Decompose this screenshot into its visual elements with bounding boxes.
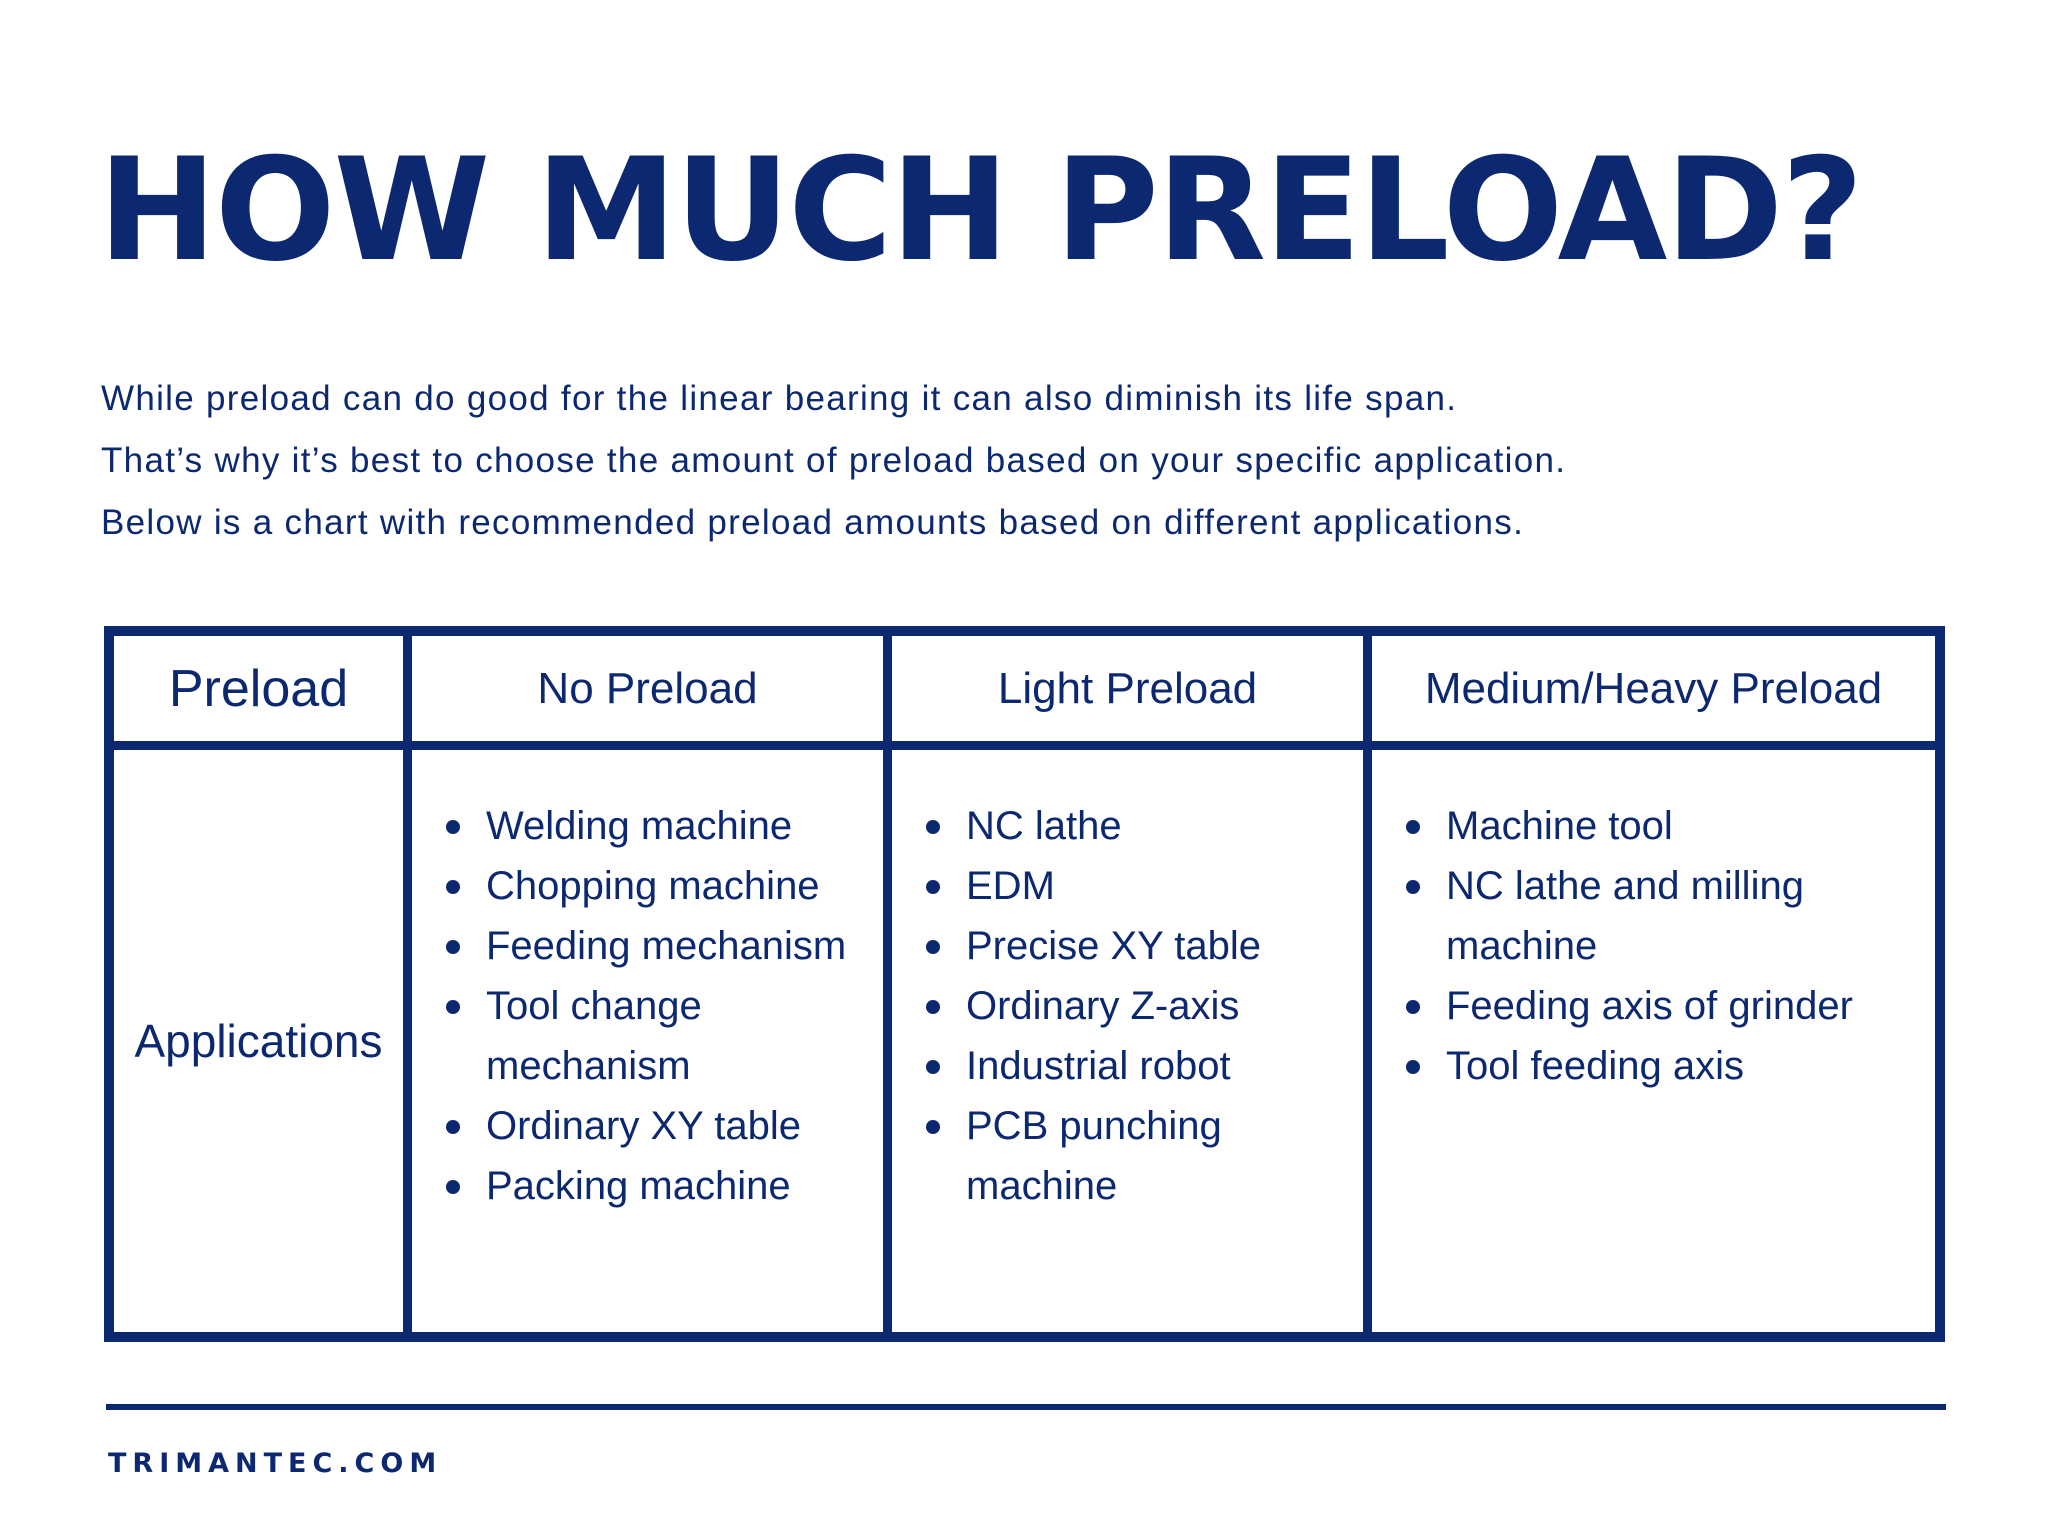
list-item [486,856,883,916]
applications-row-header: Applications [114,750,412,1332]
list-item [966,916,1363,976]
list-item-label: Chopping machine [486,864,820,908]
column-header-medium-heavy-preload: Medium/Heavy Preload [1372,636,1935,750]
no-preload-applications-cell [412,750,892,1332]
preload-table [104,626,1945,1342]
intro-line: That’s why it’s best to choose the amount of preload based on your specific application. [101,441,1567,480]
list-item [486,1156,883,1216]
list-item-label: Industrial robot [966,1044,1231,1088]
bullet-icon [926,1060,940,1074]
intro-line: Below is a chart with recommended preload amounts based on different applications. [101,503,1525,542]
list-item [966,796,1363,856]
bullet-icon [446,1180,460,1194]
bullet-icon [446,1120,460,1134]
list-item [966,856,1363,916]
bullet-icon [1406,820,1420,834]
medium-heavy-preload-application-list [1372,750,1935,1096]
light-preload-application-list [892,750,1363,1216]
list-item [1446,1036,1935,1096]
bullet-icon [446,820,460,834]
column-header-light-preload: Light Preload [892,636,1372,750]
bullet-icon [926,880,940,894]
bullet-icon [926,940,940,954]
bullet-icon [1406,1000,1420,1014]
list-item [966,1096,1286,1216]
list-item [486,1096,883,1156]
list-item [966,1036,1363,1096]
list-item-label: Tool change mechanism [486,984,702,1088]
footer-brand: TRIMANTEC.COM [108,1448,443,1479]
medium-heavy-preload-applications-cell [1372,750,1935,1332]
list-item-label: Welding machine [486,804,793,848]
intro-line: While preload can do good for the linear bearing it can also diminish its life span. [101,379,1458,418]
list-item-label: Machine tool [1446,804,1673,848]
list-item [966,976,1363,1036]
list-item-label: PCB punching machine [966,1104,1222,1208]
bullet-icon [446,940,460,954]
list-item-label: Precise XY table [966,924,1261,968]
list-item [486,796,883,856]
list-item-label: Tool feeding axis [1446,1044,1744,1088]
intro-text [101,368,1901,554]
list-item-label: Packing machine [486,1164,791,1208]
list-item-label: Feeding mechanism [486,924,847,968]
no-preload-application-list [412,750,883,1216]
list-item [486,916,883,976]
bullet-icon [446,1000,460,1014]
footer-divider [106,1404,1946,1410]
list-item-label: NC lathe and milling machine [1446,864,1804,968]
list-item-label: Ordinary Z-axis [966,984,1240,1028]
bullet-icon [926,1000,940,1014]
list-item-label: Feeding axis of grinder [1446,984,1853,1028]
list-item [1446,796,1935,856]
bullet-icon [1406,1060,1420,1074]
list-item [1446,856,1876,976]
preload-row-header: Preload [114,636,412,750]
bullet-icon [926,1120,940,1134]
list-item [486,976,786,1096]
list-item [1446,976,1935,1036]
light-preload-applications-cell [892,750,1372,1332]
bullet-icon [926,820,940,834]
list-item-label: EDM [966,864,1055,908]
list-item-label: NC lathe [966,804,1122,848]
list-item-label: Ordinary XY table [486,1104,801,1148]
bullet-icon [446,880,460,894]
bullet-icon [1406,880,1420,894]
column-header-no-preload: No Preload [412,636,892,750]
page-title: HOW MUCH PRELOAD? [98,128,1862,293]
